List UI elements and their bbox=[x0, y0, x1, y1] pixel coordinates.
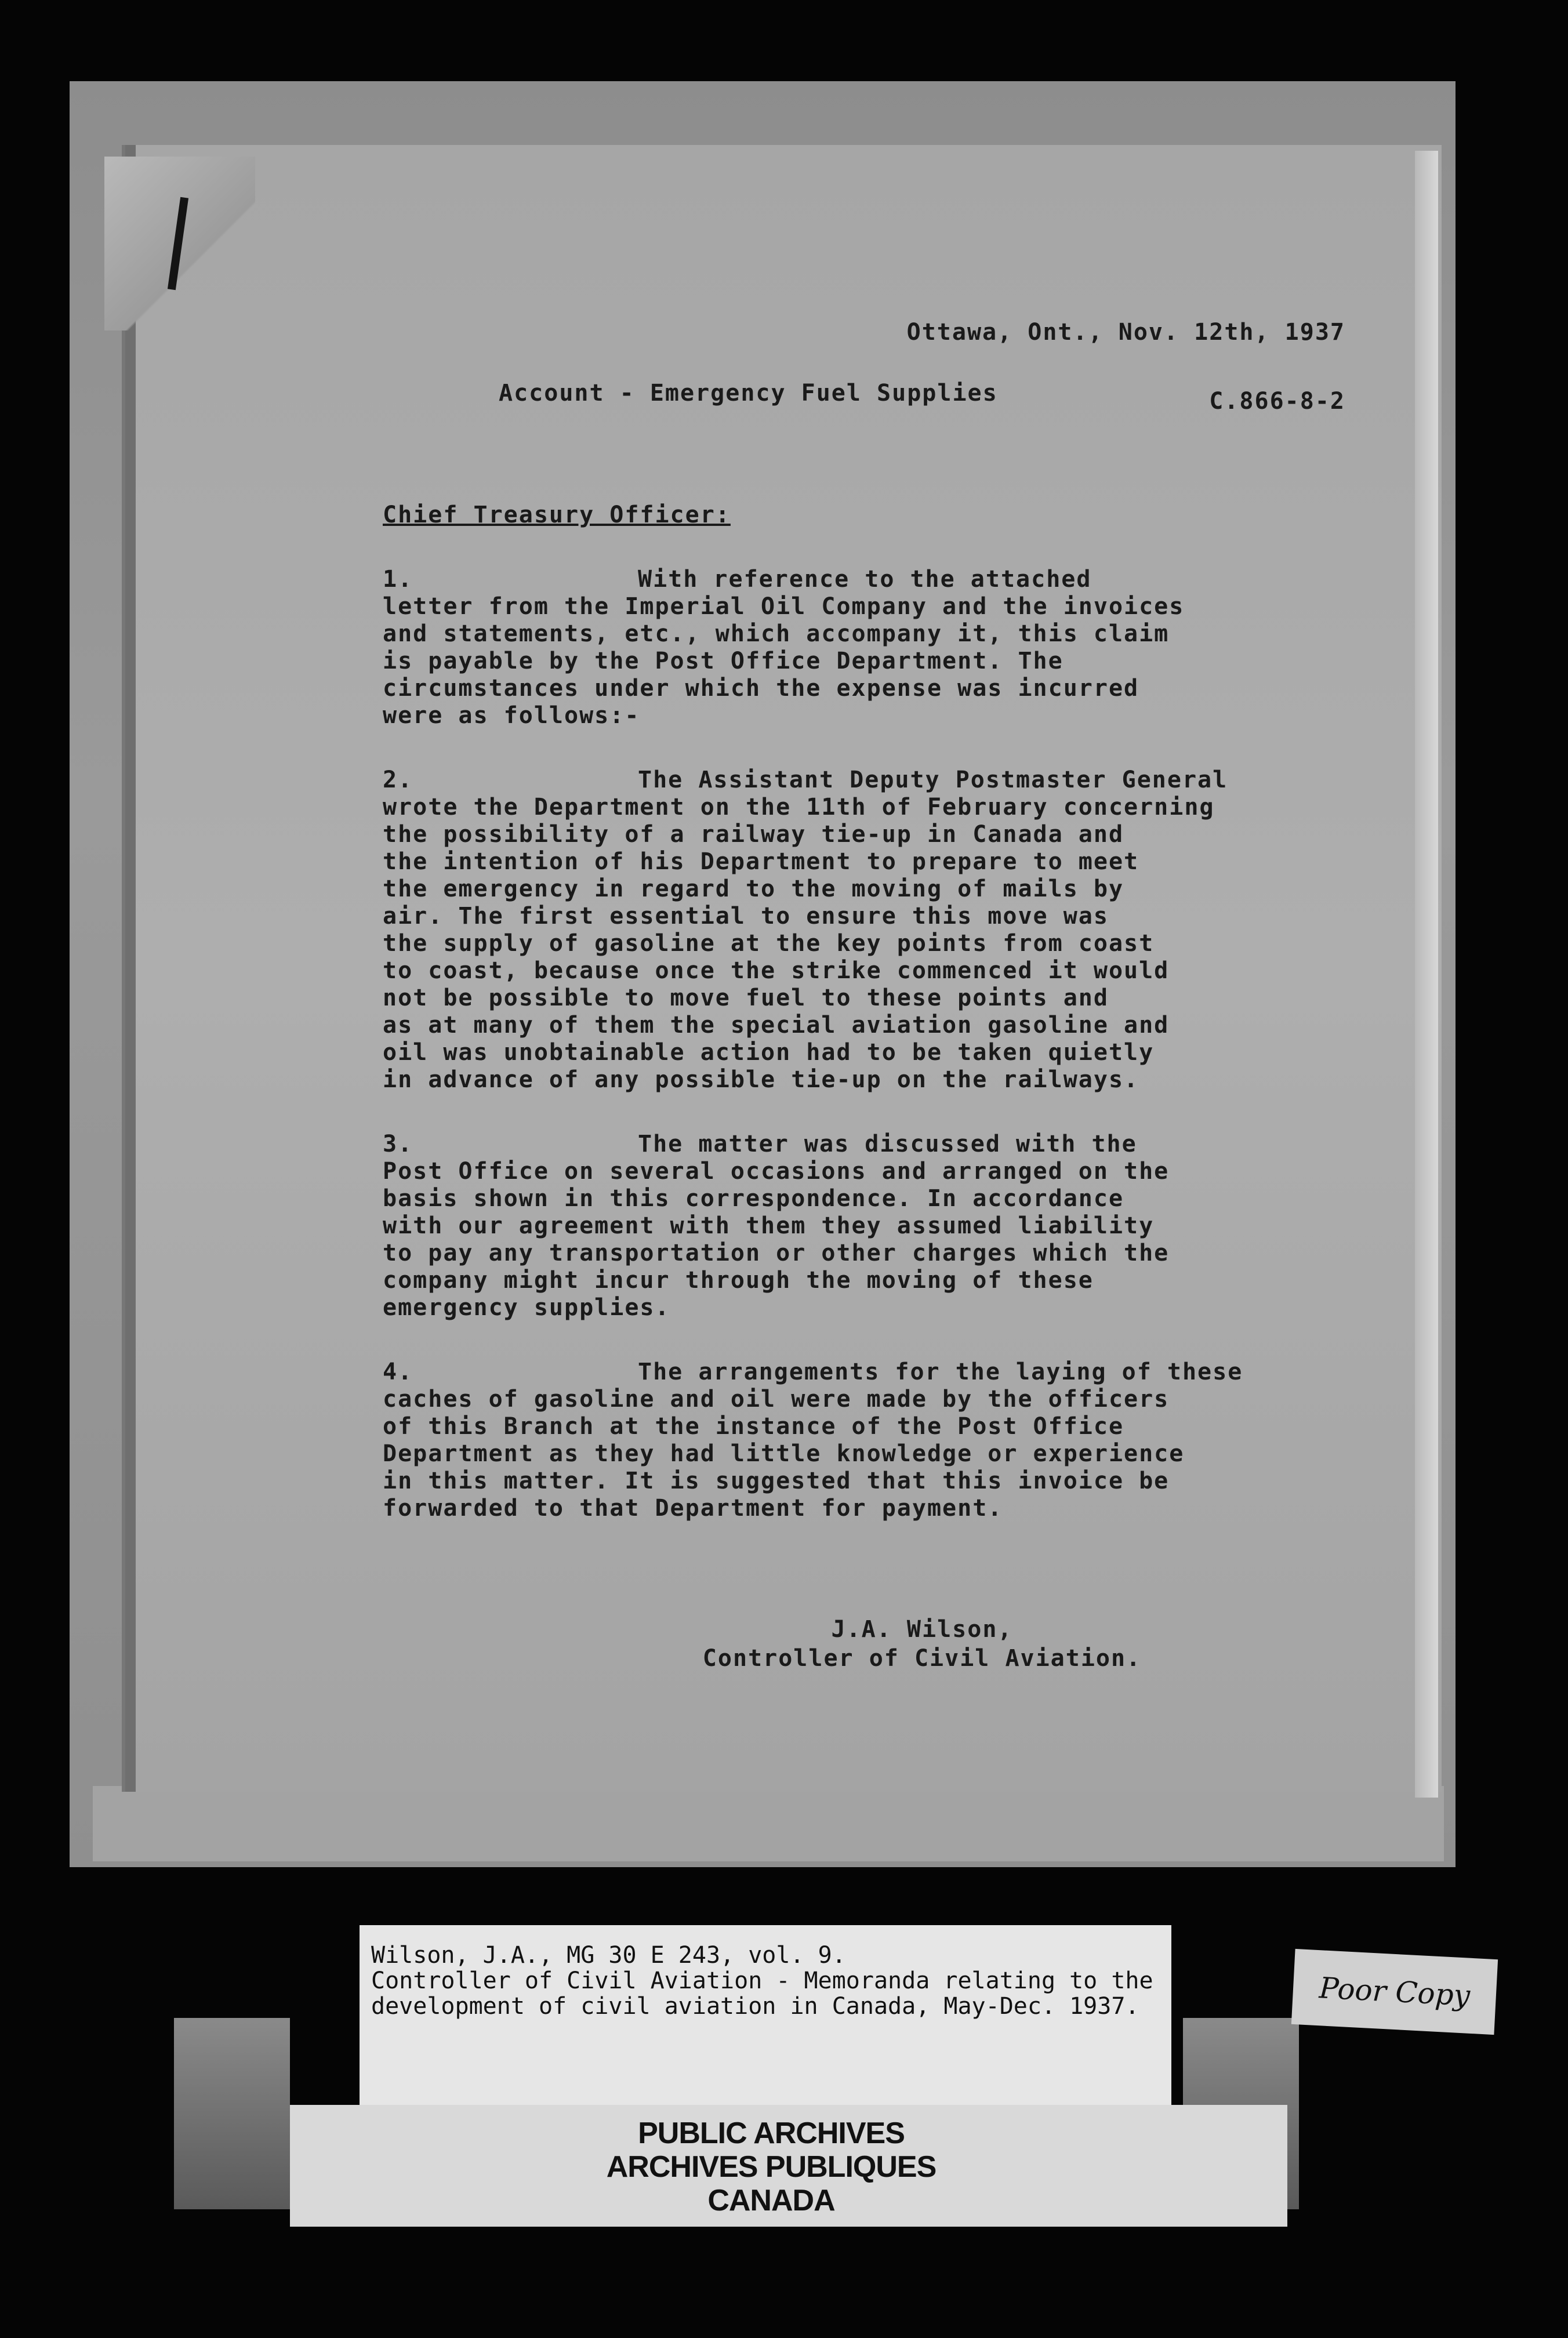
archive-stamp bbox=[522, 2116, 1021, 2217]
archive-reference-label bbox=[360, 1925, 1171, 2116]
paragraph-3 bbox=[383, 1131, 1345, 1322]
stamp-line: CANADA bbox=[707, 2184, 835, 2217]
paragraph-text: The matter was discussed with the Post Office on several occasions and arranged on the basis shown in this correspondence. In accordance with our agreement with them they assumed liability to pay any transportation or other charges which the company might incur through the moving of these emergency supplies. bbox=[383, 1131, 1170, 1321]
archive-label-line: Wilson, J.A., MG 30 E 243, vol. 9. bbox=[371, 1942, 846, 1969]
paragraph-number: 1. bbox=[383, 566, 413, 593]
backing-strip bbox=[93, 1786, 1444, 1861]
signature-title: Controller of Civil Aviation. bbox=[702, 1645, 1142, 1672]
paragraph-number: 2. bbox=[383, 767, 413, 793]
paragraph-number: 4. bbox=[383, 1359, 413, 1385]
paragraph-text: The arrangements for the laying of these caches of gasoline and oil were made by the officers of this Branch at the instance of the Post Office Department as they had little knowledge or experience in this matter. It is suggested that this invoice be forwarded to that Department for payment. bbox=[383, 1359, 1243, 1522]
paragraph-4 bbox=[383, 1359, 1345, 1522]
letter-body bbox=[383, 313, 1345, 1673]
file-number: C.866-8-2 bbox=[1209, 388, 1345, 415]
archive-label-line: development of civil aviation in Canada, May-Dec. 1937. bbox=[371, 1993, 1139, 2020]
addressee: Chief Treasury Officer: bbox=[383, 502, 731, 528]
signature-block bbox=[661, 1615, 1183, 1673]
archive-label-line: Controller of Civil Aviation - Memoranda relating to the bbox=[371, 1967, 1153, 1994]
paragraph-text: With reference to the attached letter from the Imperial Oil Company and the invoices and statements, etc., which accompany it, this claim is payable by the Post Office Department. The circumstances under which the expense was incurred were as follows:- bbox=[383, 566, 1185, 729]
binder-clip-left bbox=[174, 2018, 290, 2209]
paragraph-2 bbox=[383, 767, 1345, 1094]
handwritten-note: Poor Copy bbox=[1291, 1949, 1498, 2035]
subject-line: Account - Emergency Fuel Supplies bbox=[499, 380, 998, 406]
paragraph-text: The Assistant Deputy Postmaster General wrote the Department on the 11th of February concerning the possibility of a railway tie-up in Canada and the intention of his Department to prepare to meet the emergency in regard to the moving of mails by air. The first essential to ensure this move was the supply of gasoline at the key points from coast to coast, because once the strike commenced it would not be possible to move fuel to these points and as at many of them the special aviation gasoline and oil was unobtainable action had to be taken quietly in advance of any possible tie-up on the railways. bbox=[383, 767, 1228, 1093]
signature-name: J.A. Wilson, bbox=[831, 1616, 1013, 1643]
stamp-line: PUBLIC ARCHIVES bbox=[638, 2116, 905, 2150]
paragraph-number: 3. bbox=[383, 1131, 413, 1157]
paragraph-1 bbox=[383, 566, 1345, 729]
page-edge bbox=[1415, 151, 1438, 1798]
dateline: Ottawa, Ont., Nov. 12th, 1937 bbox=[906, 319, 1345, 346]
subject-row bbox=[383, 380, 1345, 415]
stamp-line: ARCHIVES PUBLIQUES bbox=[606, 2150, 937, 2184]
